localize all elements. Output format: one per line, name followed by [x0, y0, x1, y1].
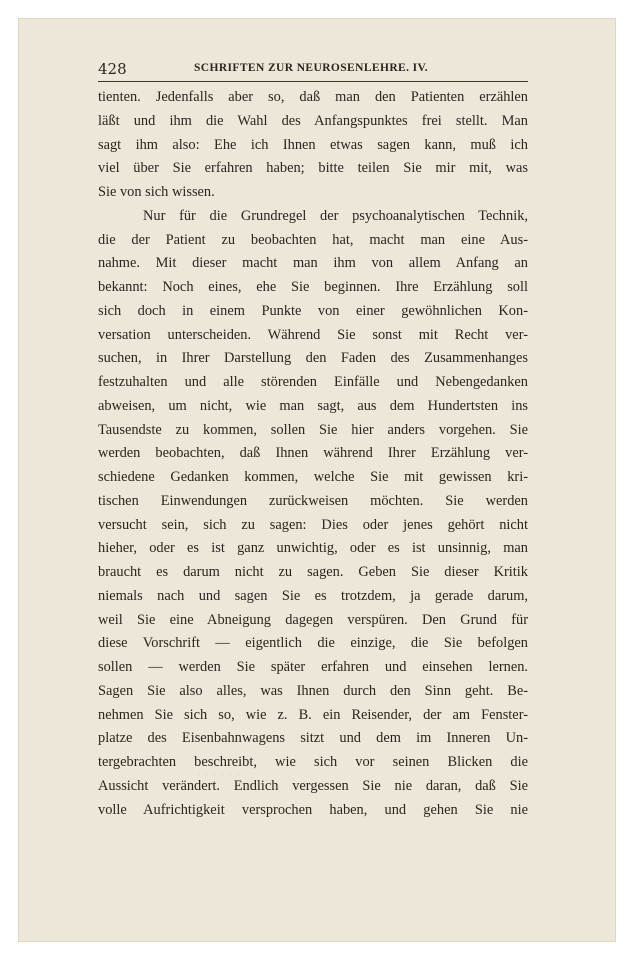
text-line: festzuhalten und alle störenden Einfälle und Nebengedanken	[98, 374, 528, 390]
text-line: Aussicht verändert. Endlich vergessen Sie nie daran, daß Sie	[98, 777, 528, 794]
text-line: bekannt: Noch eines, ehe Sie beginnen. Ihre Erzählung soll	[98, 279, 528, 295]
text-line: werden beobachten, daß Ihnen während Ihrer Erzählung ver-	[98, 445, 528, 462]
text-line: sollen — werden Sie später erfahren und einsehen lernen.	[98, 659, 528, 675]
text-line: tienten. Jedenfalls aber so, daß man den Patienten erzählen	[98, 89, 528, 105]
text-line: schiedene Gedanken kommen, welche Sie mit gewissen kri-	[98, 469, 528, 485]
text-line: niemals nach und sagen Sie es trotzdem, ja gerade darum,	[98, 587, 528, 604]
text-line: nehmen Sie sich so, wie z. B. ein Reisender, der am Fenster-	[98, 706, 528, 723]
text-line: weil Sie eine Abneigung dagegen verspüren. Den Grund für	[98, 611, 528, 628]
header-rule	[98, 81, 528, 82]
text-line: Tausendste zu kommen, sollen Sie hier anders vorgehen. Sie	[98, 421, 528, 438]
text-line: Nur für die Grundregel der psychoanalytischen Technik,	[143, 207, 528, 224]
text-line: braucht es darum nicht zu sagen. Geben Sie dieser Kritik	[98, 564, 528, 580]
text-line: nahme. Mit dieser macht man ihm von allem Anfang an	[98, 255, 528, 272]
text-line: versation unterscheiden. Während Sie sonst mit Recht ver-	[98, 326, 528, 343]
text-line: sagt ihm also: Ehe ich Ihnen etwas sagen kann, muß ich	[98, 136, 528, 153]
text-line: viel über Sie erfahren haben; bitte teilen Sie mir mit, was	[98, 160, 528, 177]
body-text	[98, 86, 528, 822]
text-line: Sie von sich wissen.	[98, 184, 215, 200]
text-line: hieher, oder es ist ganz unwichtig, oder es ist unsinnig, man	[98, 540, 528, 557]
ink-smudge: · · · · · ·	[198, 772, 241, 779]
text-line: tischen Einwendungen zurückweisen möchten. Sie werden	[98, 492, 528, 509]
page-number: 428	[98, 60, 127, 78]
text-line: die der Patient zu beobachten hat, macht man eine Aus-	[98, 231, 528, 248]
running-title: SCHRIFTEN ZUR NEUROSENLEHRE. IV.	[194, 62, 429, 74]
text-line: sich doch in einem Punkte von einer gewöhnlichen Kon-	[98, 302, 528, 319]
text-line: volle Aufrichtigkeit versprochen haben, und gehen Sie nie	[98, 801, 528, 818]
text-line: versucht sein, sich zu sagen: Dies oder jenes gehört nicht	[98, 516, 528, 533]
text-line: läßt und ihm die Wahl des Anfangspunktes frei stellt. Man	[98, 112, 528, 129]
text-line: suchen, in Ihrer Darstellung den Faden des Zusammenhanges	[98, 350, 528, 367]
text-line: platze des Eisenbahnwagens sitzt und dem im Inneren Un-	[98, 730, 528, 747]
text-line: tergebrachten beschreibt, wie sich vor seinen Blicken die	[98, 754, 528, 770]
page-header	[98, 52, 528, 80]
text-line: diese Vorschrift — eigentlich die einzige, die Sie befolgen	[98, 635, 528, 652]
text-line: Sagen Sie also alles, was Ihnen durch den Sinn geht. Be-	[98, 682, 528, 699]
text-line: abweisen, um nicht, wie man sagt, aus dem Hundertsten ins	[98, 397, 528, 414]
